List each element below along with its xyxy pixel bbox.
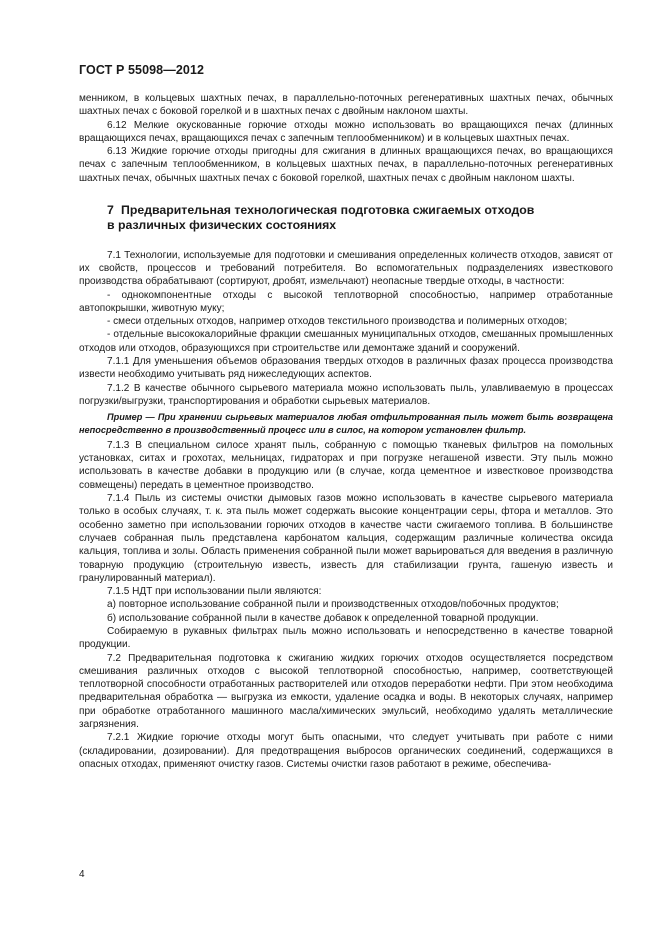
paragraph-continuation: менником, в кольцевых шахтных печах, в параллельно-поточных регенеративных шахтных печах, обычных шахтных печах с боковой горелкой и в шахтных печах с двойным наклоном шахты. xyxy=(79,93,613,118)
paragraph-6-13: 6.13 Жидкие горючие отходы пригодны для сжигания в длинных вращающихся печах, во вращающихся печах с запечным теплообменником, в кольцевых шахтных печах, в параллельно-поточных регенеративных шахтных печах, обычных шахтных печах с боковой горелкой, шахтных печах с двойным наклоном шахты. xyxy=(79,146,613,184)
paragraph-bag-filter-dust: Собираемую в рукавных фильтрах пыль можно использовать и непосредственно в качестве товарной продукции. xyxy=(79,625,613,651)
list-item-mixtures: - смеси отдельных отходов, например отходов текстильного производства и полимерных отходов; xyxy=(107,316,568,328)
paragraph-7-1-3: 7.1.3 В специальном силосе хранят пыль, собранную с помощью тканевых фильтров на помольных установках, ситах и грохотах, мельницах, гидраторах и при погрузке негашеной извести. Эту пыль можно использовать в качестве добавки в продукцию или (в случае, когда цементное и известковое производства совмещены) передать в цементное производство. xyxy=(79,439,613,491)
paragraph-7-1-1: 7.1.1 Для уменьшения объемов образования твердых отходов в различных фазах процесса производства извести необходимо учитывать ряд нижеследующих аспектов. xyxy=(79,356,613,381)
paragraph-7-1-2: 7.1.2 В качестве обычного сырьевого материала можно использовать пыль, улавливаемую в процессах погрузки/выгрузки, транспортирования и обработки сырьевых материалов. xyxy=(79,382,613,407)
paragraph-6-12: 6.12 Мелкие окускованные горючие отходы можно использовать во вращающихся печах (длинных вращающихся печах, вращающихся печах с запечным теплообменником) и в кольцевых шахтных печах. xyxy=(79,119,613,144)
document-header: ГОСТ Р 55098—2012 xyxy=(79,63,205,77)
paragraph-7-1-5: 7.1.5 НДТ при использовании пыли являются: xyxy=(107,586,322,598)
section-heading xyxy=(79,203,613,233)
paragraph-7-2-1: 7.2.1 Жидкие горючие отходы могут быть опасными, что следует учитывать при работе с ними (складировании, дозировании). Для предотвращения выбросов органических соединений, содержащихся в опасных отходах, применяют очистку газов. Системы очистки газов работают в режиме, обеспечива- xyxy=(79,732,613,770)
list-item-b: б) использование собранной пыли в качестве добавок к определенной товарной продукции. xyxy=(107,612,539,624)
section-number: 7 xyxy=(107,203,114,218)
list-item-a: а) повторное использование собранной пыли и производственных отходов/побочных продуктов; xyxy=(107,599,559,611)
paragraph-7-2: 7.2 Предварительная подготовка к сжиганию жидких горючих отходов осуществляется посредством смешивания различных отходов с высокой теплотворной способностью, например, соответствующей теплотворной способности отработанных растворителей или отходов переработки нефти. При этом необходима предварительная обработка — выгрузка из емкости, удаление осадка и воды. В некоторых случаях, например при обработке отработанного машинного масла/химических эмульсий, необходимо удалять металлические загрязнения. xyxy=(79,652,613,731)
section-title-line2: в различных физических состояниях xyxy=(107,217,337,232)
section-title-line1: Предварительная технологическая подготовка сжигаемых отходов xyxy=(121,203,535,218)
paragraph-7-1: 7.1 Технологии, используемые для подготовки и смешивания определенных количеств отходов, зависят от их свойств, процессов и требований потребителя. Во вспомогательных подразделениях известкового производства обрабатывают (сортируют, дробят, измельчают) неопасные твердые отходы, в частности: xyxy=(79,249,613,288)
example-note: Пример — При хранении сырьевых материалов любая отфильтрованная пыль может быть возвращена непосредственно в производственный процесс или в силос, на котором установлен фильтр. xyxy=(79,412,613,435)
paragraph-7-1-4: 7.1.4 Пыль из системы очистки дымовых газов можно использовать в качестве сырьевого материала только в особых случаях, т. к. эта пыль может содержать высокие концентрации серы, фтора и металлов. Это особенно заметно при использовании горючих отходов в качестве части сжигаемого топлива. В большинстве случаев собранная пыль представлена карбонатом кальция, содержащим различные количества оксида кальция, топлива и золы. Область применения собранной пыли может варьироваться для введения в различную товарную продукцию (строительную известь, известь для стабилизации грунта, гашеную известь и гранулированный материал). xyxy=(79,493,613,584)
list-item-high-calorie: - отдельные высококалорийные фракции смешанных муниципальных отходов, смешанных промышленных отходов или отходов, образующихся при строительстве или демонтаже зданий и сооружений. xyxy=(79,329,613,354)
list-item-single-component: - однокомпонентные отходы с высокой теплотворной способностью, например отработанные автопокрышки, животную муку; xyxy=(79,289,613,314)
page-number: 4 xyxy=(79,869,85,880)
page-body xyxy=(79,92,613,771)
